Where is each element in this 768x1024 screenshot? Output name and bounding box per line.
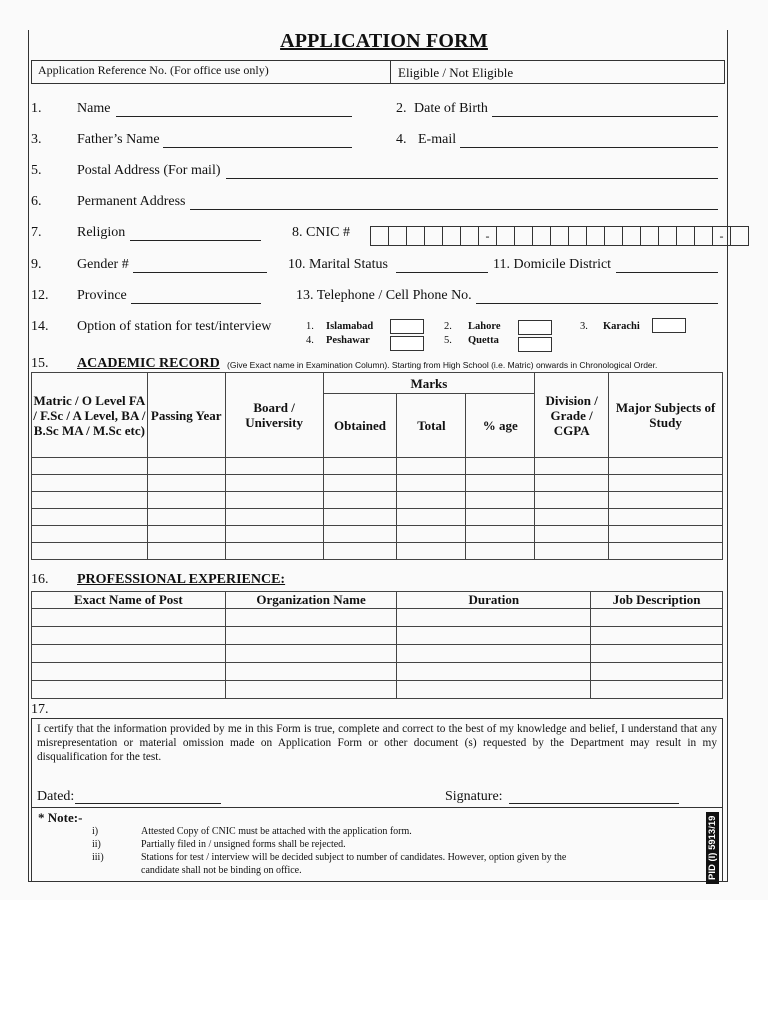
station-number: 5. — [444, 335, 452, 346]
table-row[interactable] — [32, 475, 723, 492]
col-total-header: Total — [397, 394, 466, 458]
station-karachi-label: Karachi — [603, 321, 640, 332]
gender-input[interactable] — [133, 272, 267, 273]
col-board-header: Board / University — [225, 373, 323, 458]
notes-title: * Note:- — [38, 810, 83, 825]
table-row[interactable] — [32, 681, 723, 699]
permanent-address-input[interactable] — [190, 209, 718, 210]
table-row[interactable] — [32, 609, 723, 627]
note-text: candidate shall not be binding on office. — [141, 865, 302, 876]
reference-number-field[interactable]: Application Reference No. (For office use only) — [32, 61, 391, 83]
field-number: 1. — [31, 101, 42, 116]
dated-label: Dated: — [37, 789, 75, 804]
signature-input[interactable] — [509, 803, 679, 804]
col-organization-header: Organization Name — [225, 592, 397, 609]
province-label: Province — [77, 288, 127, 303]
dated-input[interactable] — [75, 803, 221, 804]
academic-record-table — [31, 372, 723, 560]
table-row[interactable] — [32, 543, 723, 560]
certification-box — [31, 718, 723, 808]
note-number: ii) — [92, 839, 101, 850]
field-number: 7. — [31, 225, 42, 240]
col-subjects-header: Major Subjects of Study — [609, 373, 723, 458]
postal-address-label: Postal Address (For mail) — [77, 163, 221, 178]
academic-record-title: ACADEMIC RECORD — [77, 356, 220, 371]
note-text: Stations for test / interview will be decided subject to number of candidates. However, option given by the — [141, 852, 567, 863]
col-marks-header: Marks — [323, 373, 535, 394]
col-division-header: Division / Grade / CGPA — [535, 373, 609, 458]
note-text: Attested Copy of CNIC must be attached with the application form. — [141, 826, 412, 837]
dob-input[interactable] — [492, 116, 718, 117]
cnic-label: 8. CNIC # — [292, 225, 350, 240]
postal-address-input[interactable] — [226, 178, 718, 179]
telephone-label: 13. Telephone / Cell Phone No. — [296, 288, 472, 303]
signature-label: Signature: — [445, 789, 503, 804]
station-islamabad-checkbox[interactable] — [390, 319, 424, 334]
professional-experience-title: PROFESSIONAL EXPERIENCE: — [77, 572, 286, 587]
professional-experience-table — [31, 591, 723, 699]
col-year-header: Passing Year — [147, 373, 225, 458]
field-number: 5. — [31, 163, 42, 178]
col-post-header: Exact Name of Post — [32, 592, 226, 609]
station-number: 4. — [306, 335, 314, 346]
father-name-label: Father’s Name — [77, 132, 160, 147]
email-label: E-mail — [418, 132, 457, 147]
field-number: 3. — [31, 132, 42, 147]
email-input[interactable] — [460, 147, 718, 148]
col-job-description-header: Job Description — [591, 592, 723, 609]
station-label: Option of station for test/interview — [77, 319, 272, 334]
domicile-label: 11. Domicile District — [493, 257, 612, 272]
field-number: 4. — [396, 132, 407, 147]
religion-label: Religion — [77, 225, 126, 240]
reference-box — [31, 60, 725, 84]
note-number: i) — [92, 826, 99, 837]
dob-label: Date of Birth — [414, 101, 488, 116]
station-number: 3. — [580, 321, 588, 332]
station-quetta-label: Quetta — [468, 335, 499, 346]
station-lahore-checkbox[interactable] — [518, 320, 552, 335]
section-number: 16. — [31, 572, 49, 587]
academic-record-note: (Give Exact name in Examination Column). Starting from High School (i.e. Matric) onwards in Chronological Order. — [227, 360, 658, 370]
col-percentage-header: % age — [466, 394, 535, 458]
telephone-input[interactable] — [476, 303, 718, 304]
table-row[interactable] — [32, 627, 723, 645]
station-islamabad-label: Islamabad — [326, 321, 374, 332]
notes-box — [31, 808, 723, 882]
marital-status-input[interactable] — [396, 272, 488, 273]
pid-label: PID (I) 5913/19 — [706, 812, 719, 884]
col-obtained-header: Obtained — [323, 394, 397, 458]
table-row[interactable] — [32, 458, 723, 475]
station-peshawar-label: Peshawar — [326, 335, 370, 346]
station-number: 1. — [306, 321, 314, 332]
domicile-input[interactable] — [616, 272, 718, 273]
note-number: iii) — [92, 852, 104, 863]
note-text: Partially filed in / unsigned forms shall be rejected. — [141, 839, 346, 850]
form-title: APPLICATION FORM — [280, 30, 488, 52]
field-number: 9. — [31, 257, 42, 272]
section-number: 15. — [31, 356, 49, 371]
col-exam-header: Matric / O Level FA / F.Sc / A Level, BA / B.Sc MA / M.Sc etc) — [32, 373, 148, 458]
station-lahore-label: Lahore — [468, 321, 501, 332]
name-input[interactable] — [116, 116, 352, 117]
table-row[interactable] — [32, 509, 723, 526]
certification-text: I certify that the information provided by me in this Form is true, complete and correct to the best of my knowledge and belief, I understand that any misrepresentation or material omission made on Application Form or other document (s) requested by the Department may result in my disqualification for the test. — [37, 723, 717, 763]
permanent-address-label: Permanent Address — [77, 194, 186, 209]
page-border-right — [727, 30, 728, 882]
station-number: 2. — [444, 321, 452, 332]
father-name-input[interactable] — [163, 147, 352, 148]
station-peshawar-checkbox[interactable] — [390, 336, 424, 351]
table-row[interactable] — [32, 492, 723, 509]
field-number: 2. — [396, 101, 407, 116]
table-row[interactable] — [32, 645, 723, 663]
section-number: 17. — [31, 702, 49, 717]
gender-label: Gender # — [77, 257, 129, 272]
field-number: 12. — [31, 288, 49, 303]
religion-input[interactable] — [130, 240, 261, 241]
station-quetta-checkbox[interactable] — [518, 337, 552, 352]
table-row[interactable] — [32, 663, 723, 681]
province-input[interactable] — [131, 303, 261, 304]
field-number: 6. — [31, 194, 42, 209]
eligibility-field[interactable]: Eligible / Not Eligible — [398, 65, 514, 80]
name-label: Name — [77, 101, 111, 116]
marital-status-label: 10. Marital Status — [288, 257, 388, 272]
col-duration-header: Duration — [397, 592, 591, 609]
page-border-left — [28, 30, 29, 882]
field-number: 14. — [31, 319, 49, 334]
cnic-input[interactable]: - - — [370, 226, 749, 246]
table-row[interactable] — [32, 526, 723, 543]
station-karachi-checkbox[interactable] — [652, 318, 686, 333]
